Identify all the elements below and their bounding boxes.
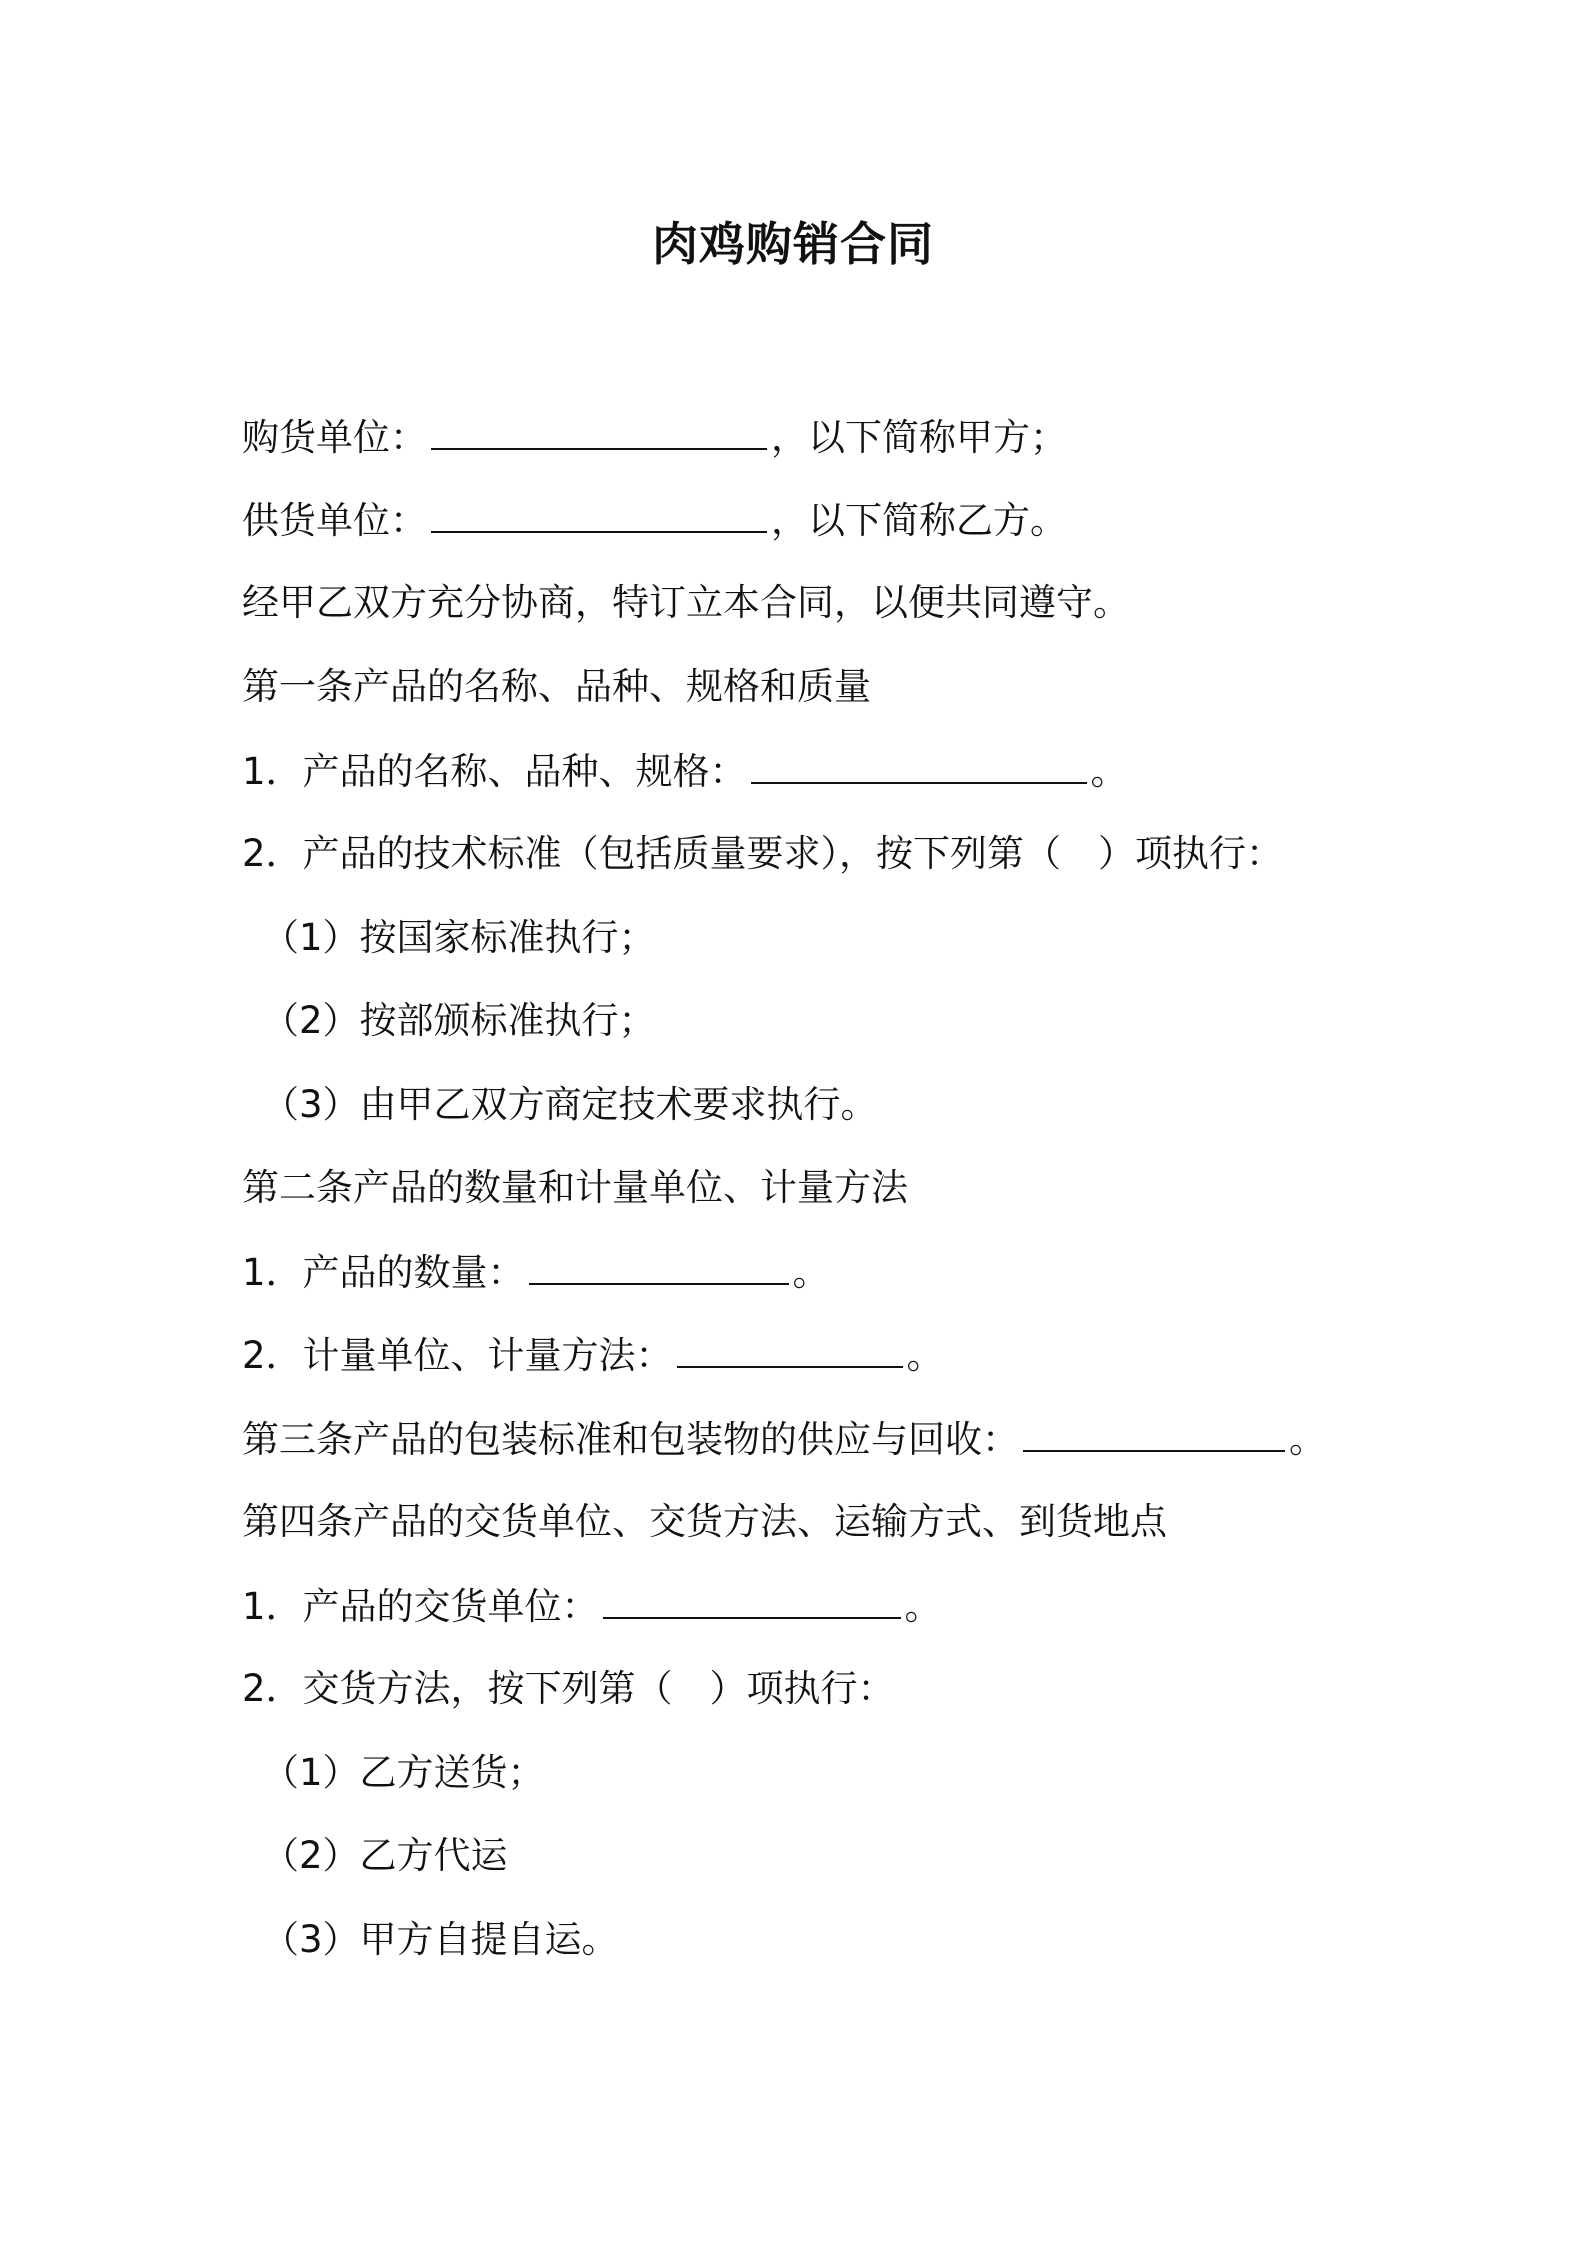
article3-suffix: 。 <box>1289 1418 1326 1461</box>
article1-option-2: （2）按部颁标准执行； <box>262 999 656 1042</box>
seller-line <box>242 495 1067 546</box>
measurement-blank-field[interactable] <box>677 1330 903 1368</box>
seller-label: 供货单位： <box>242 499 427 542</box>
article2-item2-suffix: 。 <box>906 1334 944 1377</box>
article2-item1 <box>242 1247 830 1298</box>
article4-item1-suffix: 。 <box>904 1585 942 1628</box>
article1-heading: 第一条产品的名称、品种、规格和质量 <box>242 665 871 708</box>
article4-item1-label: 1．产品的交货单位： <box>242 1585 599 1628</box>
article2-item2 <box>242 1330 944 1381</box>
article4-option-3: （3）甲方自提自运。 <box>262 1918 619 1961</box>
article4-heading: 第四条产品的交货单位、交货方法、运输方式、到货地点 <box>242 1500 1167 1543</box>
article2-heading: 第二条产品的数量和计量单位、计量方法 <box>242 1166 908 1209</box>
article1-option-3: （3）由甲乙双方商定技术要求执行。 <box>262 1083 878 1126</box>
packaging-blank-field[interactable] <box>1023 1414 1285 1452</box>
article1-item2: 2．产品的技术标准（包括质量要求），按下列第（ ）项执行： <box>242 832 1284 875</box>
article1-item1-label: 1．产品的名称、品种、规格： <box>242 750 747 793</box>
buyer-label: 购货单位： <box>242 416 427 459</box>
article1-item1 <box>242 746 1128 797</box>
article1-option-1: （1）按国家标准执行； <box>262 916 656 959</box>
article4-option-1: （1）乙方送货； <box>262 1751 545 1794</box>
article4-option-2: （2）乙方代运 <box>262 1834 508 1877</box>
article4-item2: 2．交货方法，按下列第（ ）项执行： <box>242 1667 895 1710</box>
quantity-blank-field[interactable] <box>529 1247 789 1285</box>
seller-suffix: ，以下简称乙方。 <box>771 499 1067 542</box>
article3-line <box>242 1414 1326 1465</box>
buyer-blank-field[interactable] <box>431 412 767 450</box>
article2-item1-label: 1．产品的数量： <box>242 1251 525 1294</box>
product-name-blank-field[interactable] <box>751 746 1087 784</box>
intro-paragraph: 经甲乙双方充分协商，特订立本合同，以便共同遵守。 <box>242 581 1130 624</box>
article2-item2-label: 2．计量单位、计量方法： <box>242 1334 673 1377</box>
delivery-unit-blank-field[interactable] <box>603 1581 901 1619</box>
article1-item1-suffix: 。 <box>1090 750 1128 793</box>
buyer-line <box>242 412 1067 463</box>
document-title: 肉鸡购销合同 <box>652 217 934 271</box>
article4-item1 <box>242 1581 942 1632</box>
buyer-suffix: ，以下简称甲方； <box>771 416 1067 459</box>
article3-label: 第三条产品的包装标准和包装物的供应与回收： <box>242 1418 1019 1461</box>
article2-item1-suffix: 。 <box>792 1251 830 1294</box>
seller-blank-field[interactable] <box>431 495 767 533</box>
